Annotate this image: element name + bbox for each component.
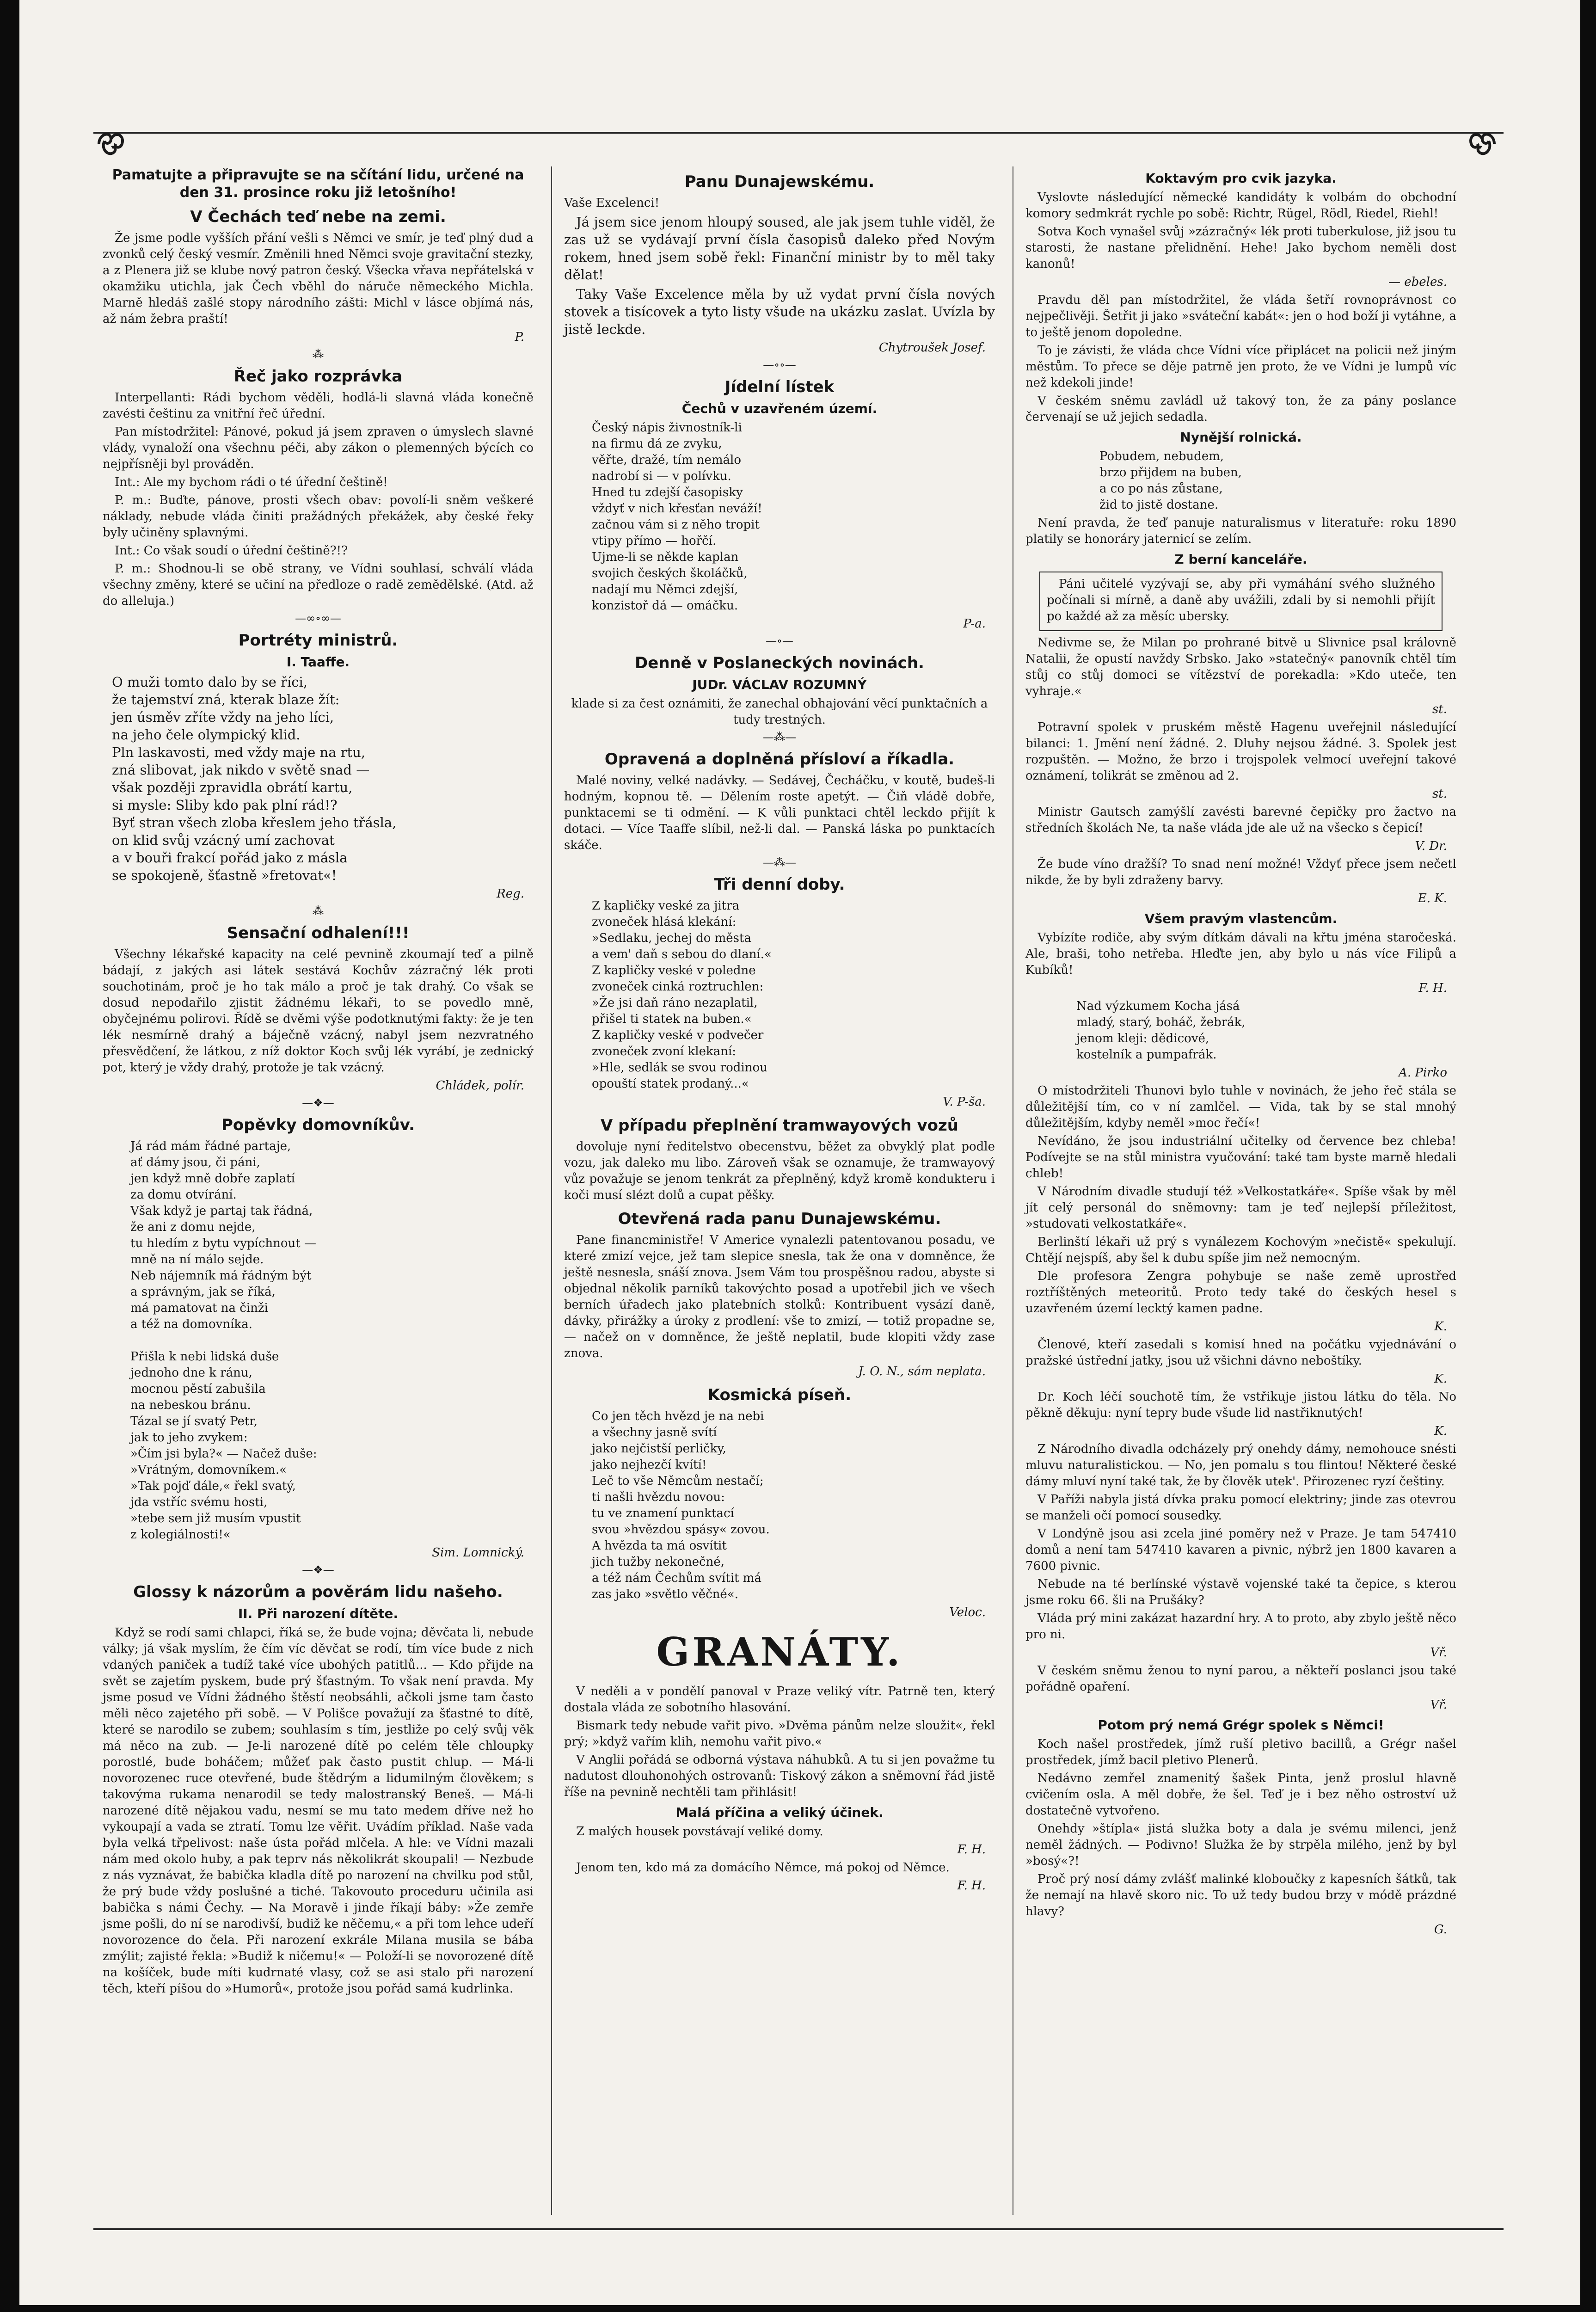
article-signature: Vř. <box>1430 1698 1447 1712</box>
article-body: O místodržiteli Thunovi bylo tuhle v novinách, že jeho řeč stála se důležitější tím, co v ní zamlčel. — Vida, tak by se stal mnohý důležitějším, kdyby neměl »moc řečí«! <box>1025 1084 1456 1130</box>
article-body: Dle profesora Zengra pohybuje se naše země uprostřed roztříštěných meteoritů. Proto tedy také do českých hesel s uzavřeném území lecktý kamen padne. <box>1025 1269 1456 1316</box>
article-body: Když se rodí sami chlapci, říká se, že bude vojna; děvčata li, nebude války; já však myslím, že čím víc děvčat se rodí, tím více bude z nich vdaných paniček a tudíž také více ubohých patitlů... — Kdo přijde na svět se zajetím pyskem, bude prý šťastným. To však není pravda. My jsme posud ve Vídni žádného štěstí neobsáhli, ačkoli jsme tam často měli něco zajetého při sobě. — V Polišce považují za šťastné to dítě, které se narodilo se zubem; souhlasím s tím, jestliže po celý svůj věk má něco na zub. — Je-li narozené dítě po celém těle chloupky porostlé, bude boháčem; můžeť pak často pustit chlup. — Má-li novorozenec ruce otevřené, bude štědrým a lidumilným člověkem; s takovýma rukama nenarodil se tedy malostranský Beneš. — Má-li narozené dítě nějakou vadu, nesmí se mu tato medem dříve než ho vykoupají a vada se ztratí. Tomu lze věřit. Uvádím příklad. Naše vada byla velká třpelivost: naše ústa pořád mlčela. A hle: ve Vídni mazali nám med okolo huby, a pak teprv nás několikrát skoupali! — Nezbude z nás vyznávat, že babička kladla dítě po narození na chvilku pod stůl, že prý bude vždy poslušné a tiché. Takovouto proceduru učinila asi babička s námi Čechy. — Na Moravě i jinde říkají báby: »Že zemře jsme pošli, do ní se narodivší, budiž ke něčemu,« a při tom lehce udeří novorozence do čela. Při narození exkrále Milana musila se bába zmýlit; zajisté řekla: »Budiž k ničemu!« — Položí-li se novorozené dítě na košíček, bude míti kudrnaté vlasy, což se asi stalo při narození těch, kteří píšou do »Humorů«, protože jsou pořád samá kudrlinka. <box>103 1626 534 1996</box>
article-title: Opravená a doplněná přísloví a říkadla. <box>604 750 955 769</box>
article-body: Není pravda, že teď panuje naturalismus v literatuře: roku 1890 platily se honoráry jaternicí se zelím. <box>1025 516 1456 546</box>
article-body: Ministr Gautsch zamýšlí zavésti barevné čepičky pro žactvo na středních školách Ne, ta naše vláda jde ale už na všecko s čepicí! <box>1025 805 1456 835</box>
article-body: To je závisti, že vláda chce Vídni více připlácet na policii než jiným městům. To přece se děje patrně jen proto, že ve Vídni je lumpů víc než kdekoli jinde! <box>1025 344 1456 390</box>
article-signature: Reg. <box>497 887 524 901</box>
article-title: Nynější rolnická. <box>1180 430 1302 445</box>
article-body: V Paříži nabyla jistá dívka praku pomocí elektriny; jinde zas otevrou se manželi očí pomocí sousedky. <box>1025 1493 1456 1523</box>
article-body: Nedávno zemřel znamenitý šašek Pinta, jenž proslul hlavně cvičením osla. A měl dobře, že šel. Teď je i bez něho ostroství už dostatečně vytvořeno. <box>1025 1771 1456 1818</box>
article-signature: Chytroušek Josef. <box>878 341 986 355</box>
article-body: Bismark tedy nebude vařit pivo. »Dvěma pánům nelze sloužit«, řekl prý; »když vařím klih, nemohu vařit pivo.« <box>564 1719 995 1749</box>
separator-ornament-icon: —❖— <box>302 1563 334 1576</box>
poem: Co jen těch hvězd je na nebi a všechny jasně svítí jako nejčistší perličky, jako nejhezčí kvítí! Leč to vše Němcům nestačí; ti našli hvězdu novou: tu ve znamení punktací svou »hvězdou spásy« zovou. A hvězda ta má osvítit jich tužby nekonečné, a též nám Čechům svítit má zas jako »světlo věčné«. <box>592 1409 770 1601</box>
column-2 <box>564 166 995 1896</box>
article-body: Že jsme podle vyšších přání vešli s Němci ve smír, je teď plný dud a zvonků celý český vesmír. Změnili hned Němci svoje gravitační stezky, a z Plenera již se klube nový patron český. Všecka vřava nepřátelská v okamžiku utichla, jak Čech vběhl do náruče německého Michla. Marně hledáš zašlé stopy národního zášti: Michl v lásce objímá nás, až nám žebra praští! <box>103 231 534 326</box>
article-title: Všem pravým vlastencům. <box>1144 911 1338 926</box>
dialogue-line: Int.: Co však soudí o úřední češtině?!? <box>115 544 348 558</box>
article-body: V neděli a v pondělí panoval v Praze veliký vítr. Patrně ten, který dostala vláda ze sobotního hlasování. <box>564 1685 995 1715</box>
article-body: Taky Vaše Excelence měla by už vydat první čísla nových stovek a tisícovek a tyto listy všude na ukázku zaslat. Uvízla by jistě leckde. <box>564 286 995 337</box>
article-body: Vláda prý mini zakázat hazardní hry. A to proto, aby zbylo ještě něco pro ni. <box>1025 1611 1456 1642</box>
article-body: V českém sněmu ženou to nyní parou, a někteří poslanci jsou také pořádně opaření. <box>1025 1664 1456 1694</box>
poem: Nad výzkumem Kocha jásá mladý, starý, boháč, žebrák, jenom kleji: dědicové, kostelník a pumpafrák. <box>1076 999 1246 1062</box>
article-body: V Londýně jsou asi zcela jiné poměry než v Praze. Je tam 547410 domů a není tam 547410 kavaren a pivnic, nýbrž jen 1800 kavaren a 7600 pivnic. <box>1025 1527 1456 1573</box>
article-body: Nevídáno, že jsou industriální učitelky od července bez chleba! Podívejte se na stůl ministra vyučování: také tam byste marně hledali chleb! <box>1025 1134 1456 1181</box>
article-title: Panu Dunajewskému. <box>684 172 875 191</box>
article-signature: F. H. <box>1418 981 1447 995</box>
article-title: Koktavým pro cvik jazyka. <box>1145 171 1337 186</box>
dialogue-line: Pan místodržitel: Pánové, pokud já jsem zpraven o úmyslech slavné vlády, vynaloží ona všechnu péči, aby zákon o plemenných býcích co nejpřísněji byl prováděn. <box>103 425 534 471</box>
article-body: Z Národního divadla odcházely prý onehdy dámy, nemohouce snésti mluvu naturalistickou. — No, jen pomalu s tou flintou! Některé české dámy mluví nyní také tak, že by člověk utek'. Přirozenec ryzí češtiny. <box>1025 1442 1456 1488</box>
article-body: Dr. Koch léčí souchotě tím, že vstřikuje jistou látku do těla. No pěkně děkuju: nyní tepry bude všude lid nastřiknutých! <box>1025 1390 1456 1420</box>
article-title: Otevřená rada panu Dunajewskému. <box>618 1210 941 1228</box>
article-body: Členové, kteří zasedali s komisí hned na počátku vyjednávání o pražské ústřední jatky, jsou už všichni dávno neboštíky. <box>1025 1338 1456 1368</box>
corner-ornament-left-icon <box>94 127 128 160</box>
article-title: Jídelní lístek <box>724 378 835 396</box>
article-title: Glossy k názorům a pověrám lidu našeho. <box>133 1583 503 1601</box>
dialogue-line: P. m.: Shodnou-li se obě strany, ve Vídni souhlasí, schválí vláda všechny změny, které se učiní na předloze o radě zemědělské. (Atd. až do alleluja.) <box>103 562 534 608</box>
article-body: Z malých housek povstávají veliké domy. <box>576 1825 823 1839</box>
article-signature: K. <box>1434 1372 1447 1386</box>
boxed-notice <box>1039 572 1443 631</box>
article-signature: Vř. <box>1430 1646 1447 1660</box>
article-body: Vybízíte rodiče, aby svým dítkám dávali na křtu jména staročeská. Ale, braši, toho netřeba. Hleďte jen, aby bylo u nás více Filipů a Kubíků! <box>1025 931 1456 977</box>
article-body: Páni učitelé vyzývají se, aby při vymáhání svého služného počínali si mírně, a daně aby uvážili, zdali by si nemohli přijít po každé až za měsíc ubersky. <box>1047 577 1435 623</box>
column-1 <box>103 166 534 1999</box>
article-body: Proč prý nosí dámy zvlášť malinké kloboučky z kapesních šátků, tak že nemají na hlavě skoro nic. To už tedy budou brzy v módě prázdné hlavy? <box>1025 1872 1456 1918</box>
article-signature: A. Pirko <box>1399 1066 1447 1080</box>
article-signature: Chládek, polír. <box>436 1079 524 1093</box>
article-signature: F. H. <box>957 1843 986 1857</box>
article-signature: E. K. <box>1418 892 1447 905</box>
article-subtitle: I. Taaffe. <box>286 654 350 670</box>
article-signature: G. <box>1434 1923 1447 1937</box>
article-title: Portréty ministrů. <box>238 631 398 650</box>
article-body: Vyslovte následující německé kandidáty k volbám do obchodní komory sedmkrát rychle po sobě: Richtr, Rügel, Rödl, Riedel, Riehl! <box>1025 191 1456 221</box>
article-signature: P-a. <box>963 617 986 631</box>
article-title: Z berní kanceláře. <box>1174 552 1307 567</box>
article-signature: V. Dr. <box>1415 839 1447 853</box>
dialogue-line: P. m.: Buďte, pánove, prosti všech obav: povolí-li sněm veškeré náklady, nebude vláda činiti pražádných překážek, aby české řeky byly učiněny splavnými. <box>103 493 534 540</box>
article-body: Že bude víno dražší? To snad není možné! Vždyť přece jsem nečetl nikde, že by byli zdraženy barvy. <box>1025 857 1456 887</box>
article-signature: st. <box>1432 702 1447 716</box>
article-title: Řeč jako rozprávka <box>233 367 403 386</box>
poem: O muži tomto dalo by se říci, že tajemství zná, kterak blaze žít: jen úsměv zříte vždy na jeho líci, na jeho čele olympický klid. Pln laskavosti, med vždy maje na rtu, zná slibovat, jak nikdo v světě snad — však později zpravidla obrátí kartu, si mysle: Sliby kdo pak plní rád!? Byť stran všech zloba křeslem jeho třásla, on klid svůj vzácný umí zachovat a v bouři frakcí pořád jako z másla se spokojeně, šťastně »fretovat«! <box>112 674 397 883</box>
article-title: V případu přeplnění tramwayových vozů <box>601 1116 958 1135</box>
poem: Pobudem, nebudem, brzo přijdem na buben, a co po nás zůstane, žid to jistě dostane. <box>1099 449 1242 512</box>
article-body: Sotva Koch vynašel svůj »zázračný« lék proti tuberkulose, již jsou tu starosti, že nastane přelidnění. Hehe! Jako bychom neměli dost kanonů! <box>1025 225 1456 271</box>
article-body: Pravdu děl pan místodržitel, že vláda šetří rovnoprávnost co nejpečlivěji. Šetřit ji jako »sváteční kabát«: jen o hod boží ji vytáhne, a to ještě jenom dopoledne. <box>1025 293 1456 339</box>
corner-ornament-right-icon <box>1466 127 1499 160</box>
poem: Z kapličky veské za jitra zvoneček hlásá klekání: »Sedlaku, jechej do města a vem' daň s sebou do dlaní.« Z kapličky veské v poledne zvoneček cinká roztruchlen: »Že jsi daň ráno nezaplatil, přišel ti statek na buben.« Z kapličky veské v podvečer zvoneček zvoní klekaní: »Hle, sedlák se svou rodinou opouští statek prodaný...« <box>592 899 772 1091</box>
article-body: Pane financministře! V Americe vynalezli patentovanou posadu, ve které zmizí vejce, jež tam slepice snesla, tak že ona v domněnce, že ještě nesnesla, snáší znova. Jsem Vám tou prospěšnou radou, abyste si objednal několik parníků takovýchto posad a upotřebil jich ve všech berních úřadech jako platebních stolků: Kontribuent vysází daně, dávky, přirážky a úroky z prodlení: vše to zmizí, — totiž propadne se, — načež on v domněnce, že ještě neplatil, bude klopiti vždy zase znova. <box>564 1233 995 1360</box>
article-title: Tři denní doby. <box>714 875 845 894</box>
article-signature: K. <box>1434 1424 1447 1438</box>
article-body: Berlinští lékaři už prý s vynálezem Kochovým »nečistě« spekulují. Chtějí nejspíš, aby šel k dubu spíše jim než nemocným. <box>1025 1235 1456 1265</box>
salutation: Vaše Excelenci! <box>564 196 660 210</box>
article-title: Potom prý nemá Grégr spolek s Němci! <box>1098 1717 1384 1733</box>
article-signature: J. O. N., sám neplata. <box>858 1365 986 1378</box>
article-body: klade si za čest oznámiti, že zanechal obhajování věcí punktačních a tudy trestných. <box>571 697 988 727</box>
article-body: Nebude na té berlínské výstavě vojenské také ta čepice, s kterou jsme roku 66. šli na Prušáky? <box>1025 1577 1456 1607</box>
article-body: Jenom ten, kdo má za domácího Němce, má pokoj od Němce. <box>576 1861 950 1875</box>
article-title: Popěvky domovníkův. <box>221 1116 415 1134</box>
article-body: Malé noviny, velké nadávky. — Sedávej, Čecháčku, v koutě, budeš-li hodným, kopnou tě. — Dělením roste apetýt. — Čiň vládě dobře, punktacemi se ti odmění. — K vůli punktaci chtěl leckdo přijít k dotaci. — Více Taaffe slíbil, než-li dal. — Panská láska po punktacích skáče. <box>564 774 995 852</box>
article-body: V Národním divadle studují též »Velkostatkáře«. Spíše však by měl jít celý personál do sněmovny: tam je teď nejlepší příležitost, »studovati velkostatkáře«. <box>1025 1185 1456 1231</box>
separator-ornament-icon: —∞∘∞— <box>295 612 341 625</box>
separator-ornament-icon: —∘— <box>766 634 793 647</box>
article-body: Já jsem sice jenom hloupý soused, ale jak jsem tuhle viděl, že zas už se vydávají první čísla časopisů daleko před Novým rokem, hned jsem sobě řekl: Finanční ministr by to měl taky dělat! <box>564 214 995 283</box>
article-body: dovoluje nyní ředitelstvo obecenstvu, běžet za obvyklý plat podle vozu, jak daleko mu libo. Zároveň však se oznamuje, že tramwayový vůz považuje se jenom tenkrát za přeplněný, když kromě kondukteru i koči musí slézt dolů a cupat pěšky. <box>564 1140 995 1202</box>
article-signature: V. P-ša. <box>943 1095 986 1109</box>
article-signature: st. <box>1432 787 1447 801</box>
separator-ornament-icon: ⁂ <box>313 348 324 361</box>
article-title: V Čechách teď nebe na zemi. <box>190 208 446 226</box>
article-signature: P. <box>515 330 524 344</box>
census-notice: Pamatujte a připravujte se na sčítání lidu, určené na den 31. prosince roku již letošního! <box>112 167 524 201</box>
poem: Český nápis živnostník-li na firmu dá ze zvyku, věřte, dražé, tím nemálo nadrobí si — v polívku. Hned tu zdejší časopisky vždyť v nich křesťan neváží! začnou vám si z něho tropit vtipy přímo — hořčí. Ujme-li se někde kaplan svojich českých školáčků, nadají mu Němci zdejší, konzistoř dá — omáčku. <box>592 421 762 613</box>
article-title: Sensační odhalení!!! <box>227 924 410 942</box>
separator-ornament-icon: ⁂ <box>313 904 324 917</box>
separator-ornament-icon: —⁂— <box>763 731 796 744</box>
article-body: Všechny lékařské kapacity na celé pevnině zkoumají teď a pilně bádají, z jakých asi látek sestává Kochův zázračný lék proti souchotinám, proč je ho tak málo a proč je tak drahý. Co však se dosud nepodařilo zjistit žádnému lékaři, to se povedlo mně, obyčejnému polirovi. Řídě se dvěmi výše podotknutými fakty: že je ten lék nesmírně drahý a báječně vzácný, nabyl jsem nezvratného přesvědčení, že látkou, z níž doktor Koch svůj lék vyrábí, je zednický pot, který je vždy drahý, protože je tak vzácný. <box>103 947 534 1075</box>
article-body: Nedivme se, že Milan po prohrané bitvě u Slivnice psal královně Natalii, že opustí navždy Srbsko. Jako »statečný« panovník chtěl tím stůj co stůj domoci se vítězství de porekadla: »Kdo uteče, ten vyhraje.« <box>1025 636 1456 698</box>
dialogue-line: Interpellanti: Rádi bychom věděli, hodlá-li slavná vláda konečně zavésti češtinu za vnitřní řeč úřední. <box>103 391 534 421</box>
article-subtitle: II. Při narození dítěte. <box>238 1606 399 1621</box>
article-signature: — ebeles. <box>1388 275 1447 289</box>
article-signature: F. H. <box>957 1879 986 1893</box>
separator-ornament-icon: —❖— <box>302 1096 334 1109</box>
dialogue-line: Int.: Ale my bychom rádi o té úřední češtině! <box>115 475 388 489</box>
article-subtitle: Čechů v uzavřeném území. <box>681 401 878 416</box>
article-title: Denně v Poslaneckých novinách. <box>635 654 924 672</box>
article-body: V českém sněmu zavládl už takový ton, že za pány poslance červenají se už jejich sedadla. <box>1025 394 1456 424</box>
article-signature: Veloc. <box>949 1605 986 1619</box>
newspaper-page <box>19 0 1580 2305</box>
article-body: Koch našel prostředek, jímž ruší pletivo bacillů, a Grégr našel prostředek, jímž bacil pletivo Plenerů. <box>1025 1737 1456 1767</box>
article-title: Kosmická píseň. <box>707 1386 852 1404</box>
article-body: Onehdy »štípla« jistá služka boty a dala je svému milenci, jenž neměl žádných. — Podivno! Služka že by strpěla milého, jenž by byl »bosý«?! <box>1025 1822 1456 1868</box>
separator-ornament-icon: —∘∘— <box>763 358 796 371</box>
article-body: V Anglii pořádá se odborná výstava náhubků. A tu si jen považme tu nadutost dlouhonohých ostrovanů: Tiskový zákon a sněmovní řád jistě říše na pevnině nechtěli tam přihlásit! <box>564 1753 995 1799</box>
article-title: Malá příčina a veliký účinek. <box>675 1805 884 1820</box>
article-body: Potravní spolek v pruském městě Hagenu uveřejnil následující bilanci: 1. Jmění není žádné. 2. Dluhy nejsou žádné. 3. Spolek jest rozpuštěn. — Možno, že brzo i trojspolek velmocí uveřejní takové oznámení, tolikrát se změnou ad 2. <box>1025 720 1456 783</box>
article-signature: Sim. Lomnický. <box>432 1546 524 1560</box>
separator-ornament-icon: —⁂— <box>763 856 796 869</box>
poem: Já rád mám řádné partaje, ať dámy jsou, či páni, jen když mně dobře zaplatí za domu otvírání. Však když je partaj tak řádná, že ani z domu nejde, tu hledím z bytu vypíchnout — mně na ní málo sejde. Neb nájemník má řádným být a správným, jak se říká, má pamatovat na činži a též na domovníka. Přišla k nebi lidská duše jednoho dne k ránu, mocnou pěstí zabušila na nebeskou bránu. Tázal se jí svatý Petr, jak to jeho zvykem: »Čím jsi byla?« — Načež duše: »Vrátným, domovníkem.« »Tak pojď dále,« řekl svatý, jda vstříc svému hosti, »tebe sem již musím vpustit z kolegiálnosti!« <box>130 1139 317 1542</box>
advert-name: JUDr. VÁCLAV ROZUMNÝ <box>692 677 867 692</box>
section-heading-granaty: GRANÁTY. <box>656 1629 903 1675</box>
column-rule <box>551 166 552 2215</box>
article-signature: K. <box>1434 1320 1447 1334</box>
column-3 <box>1025 166 1456 1940</box>
